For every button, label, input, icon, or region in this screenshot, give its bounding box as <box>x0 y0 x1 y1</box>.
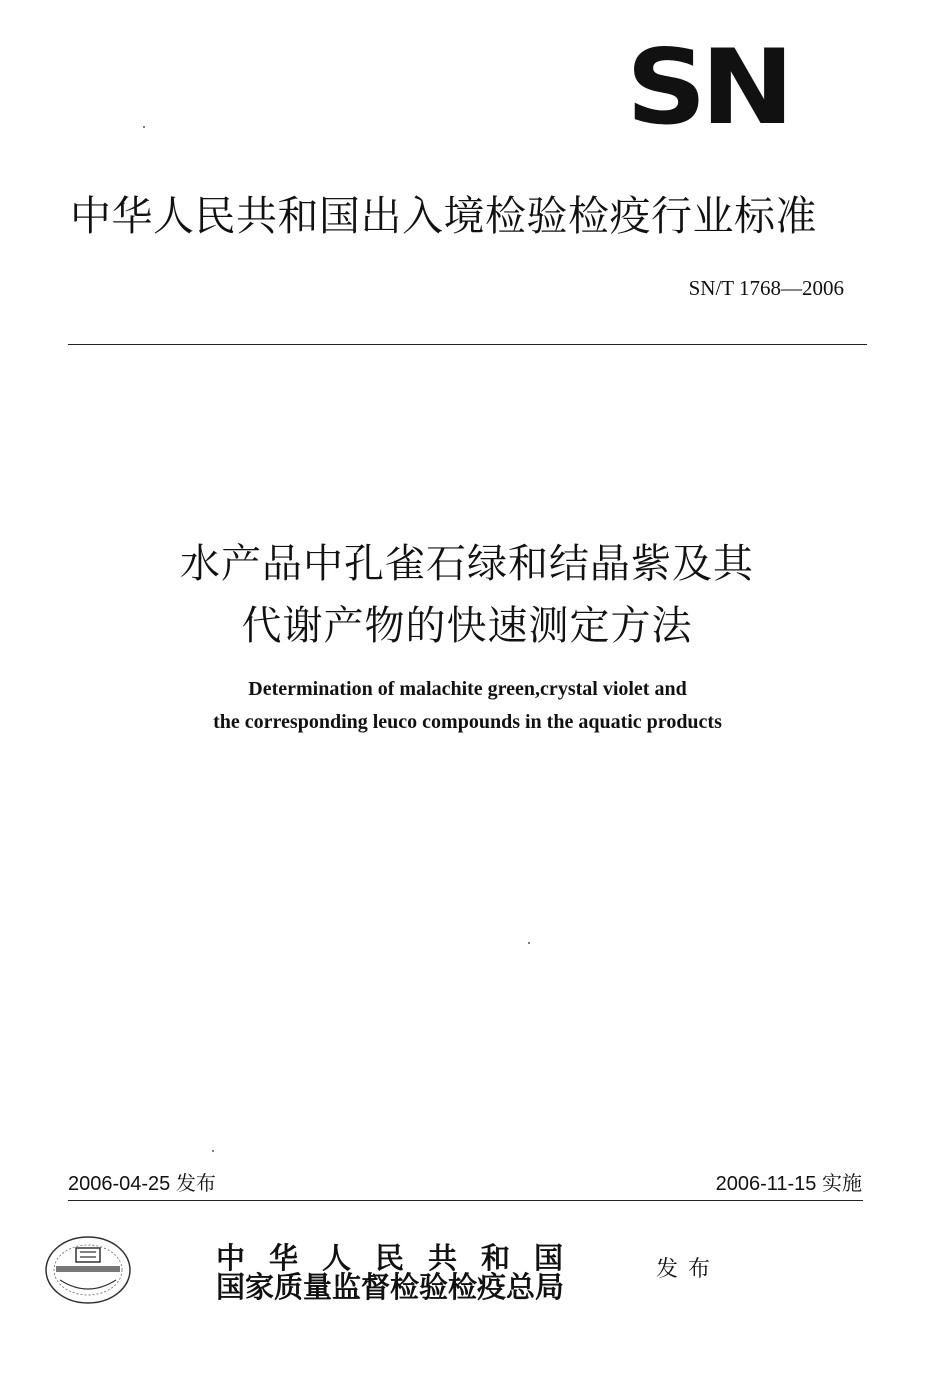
implementation-date: 2006-11-15 实施 <box>715 1173 862 1195</box>
scan-speck <box>528 942 530 944</box>
bottom-divider <box>68 1200 863 1201</box>
anti-counterfeit-seal-icon <box>40 1232 140 1312</box>
sn-logo: SN <box>626 28 789 148</box>
header-title: 中华人民共和国出入境检验检疫行业标准 <box>70 192 817 240</box>
standard-number: SN/T 1768—2006 <box>688 276 844 300</box>
issue-date: 2006-04-25 发布 <box>68 1173 216 1195</box>
english-title-line-1: Determination of malachite green,crystal violet and <box>248 678 687 700</box>
publish-label: 发布 <box>656 1257 721 1282</box>
top-divider <box>68 344 867 345</box>
english-title-line-2: the corresponding leuco compounds in the aquatic products <box>213 711 722 733</box>
chinese-title-line-1: 水产品中孔雀石绿和结晶紫及其 <box>180 541 754 587</box>
scan-speck <box>212 1150 214 1152</box>
publisher-agency: 国家质量监督检验检疫总局 <box>216 1270 565 1304</box>
chinese-title-line-2: 代谢产物的快速测定方法 <box>241 603 693 649</box>
publisher-country: 中华人民共和国 <box>216 1241 588 1275</box>
scan-speck <box>143 126 145 128</box>
